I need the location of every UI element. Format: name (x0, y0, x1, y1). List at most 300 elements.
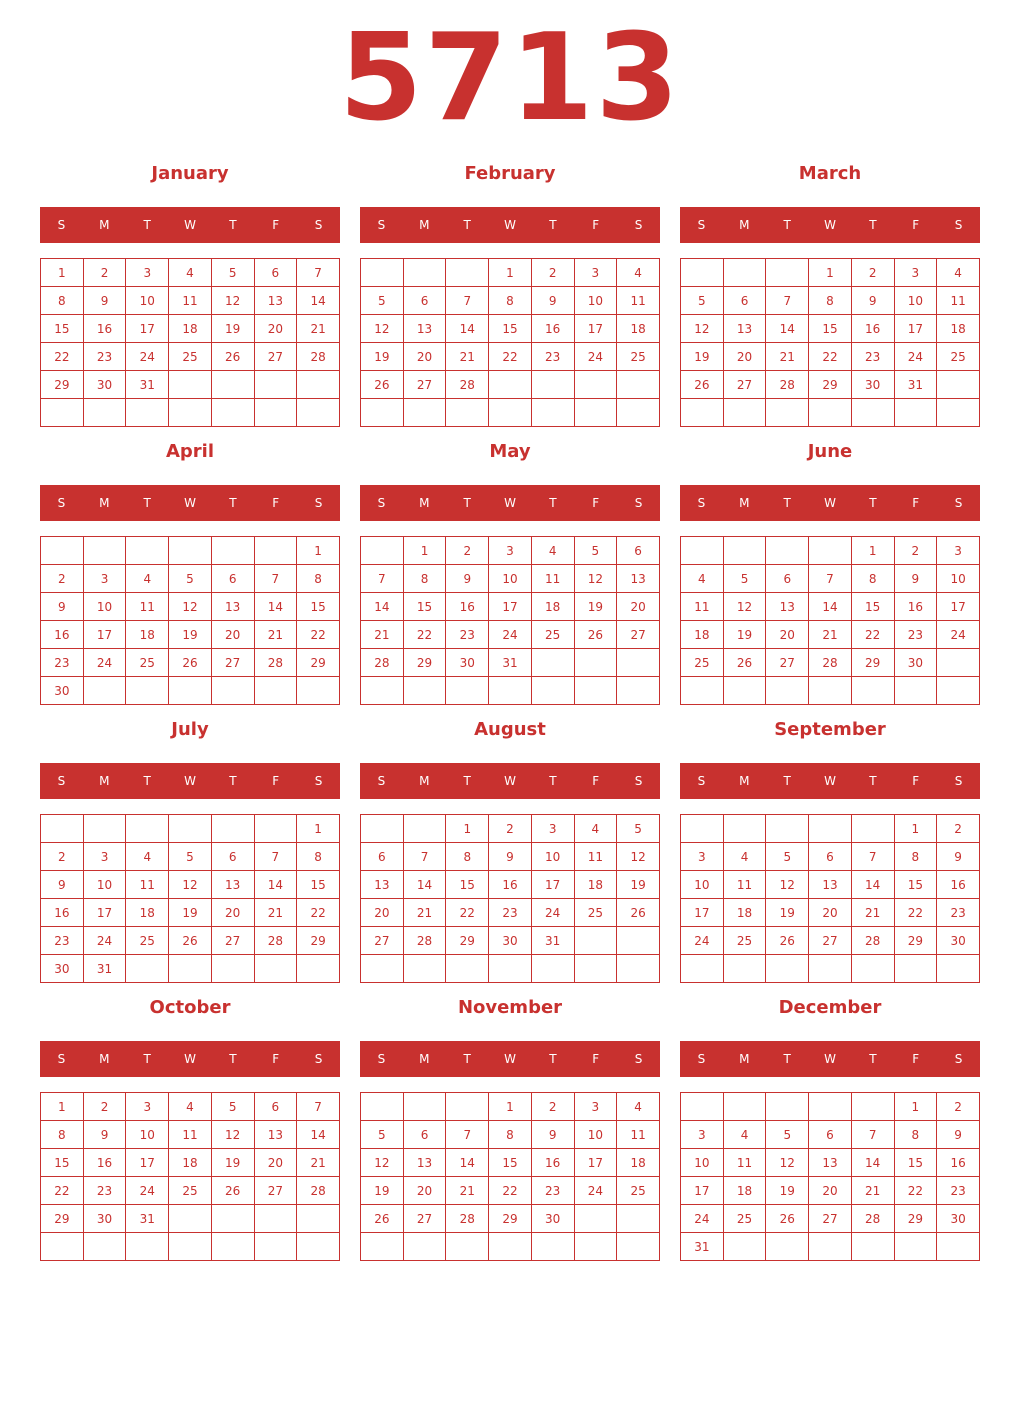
day-cell[interactable]: 30 (83, 1205, 126, 1233)
day-cell[interactable]: 30 (937, 1205, 980, 1233)
day-cell[interactable]: 15 (41, 315, 84, 343)
day-cell[interactable]: 4 (126, 843, 169, 871)
day-cell[interactable]: 8 (809, 287, 852, 315)
day-cell[interactable]: 8 (297, 565, 340, 593)
day-cell[interactable]: 13 (211, 871, 254, 899)
day-cell[interactable]: 15 (41, 1149, 84, 1177)
day-cell[interactable]: 30 (83, 371, 126, 399)
day-cell[interactable]: 19 (361, 343, 404, 371)
day-cell[interactable]: 16 (531, 1149, 574, 1177)
day-cell[interactable]: 5 (361, 287, 404, 315)
day-cell[interactable]: 9 (41, 871, 84, 899)
day-cell[interactable]: 6 (211, 843, 254, 871)
day-cell[interactable]: 3 (83, 565, 126, 593)
day-cell[interactable]: 1 (297, 537, 340, 565)
day-cell[interactable]: 15 (403, 593, 446, 621)
day-cell[interactable]: 7 (851, 1121, 894, 1149)
day-cell[interactable]: 18 (681, 621, 724, 649)
day-cell[interactable]: 24 (574, 1177, 617, 1205)
day-cell[interactable]: 17 (531, 871, 574, 899)
day-cell[interactable]: 6 (254, 1093, 297, 1121)
day-cell[interactable]: 9 (894, 565, 937, 593)
day-cell[interactable]: 4 (574, 815, 617, 843)
day-cell[interactable]: 2 (937, 1093, 980, 1121)
day-cell[interactable]: 15 (809, 315, 852, 343)
day-cell[interactable]: 11 (574, 843, 617, 871)
day-cell[interactable]: 20 (403, 343, 446, 371)
day-cell[interactable]: 2 (446, 537, 489, 565)
day-cell[interactable]: 4 (169, 259, 212, 287)
day-cell[interactable]: 12 (617, 843, 660, 871)
day-cell[interactable]: 16 (937, 1149, 980, 1177)
day-cell[interactable]: 6 (403, 1121, 446, 1149)
day-cell[interactable]: 14 (254, 593, 297, 621)
day-cell[interactable]: 3 (894, 259, 937, 287)
day-cell[interactable]: 31 (126, 1205, 169, 1233)
day-cell[interactable]: 8 (489, 287, 532, 315)
day-cell[interactable]: 29 (894, 1205, 937, 1233)
day-cell[interactable]: 4 (617, 1093, 660, 1121)
day-cell[interactable]: 6 (723, 287, 766, 315)
day-cell[interactable]: 9 (531, 1121, 574, 1149)
day-cell[interactable]: 8 (403, 565, 446, 593)
day-cell[interactable]: 16 (83, 315, 126, 343)
day-cell[interactable]: 7 (297, 1093, 340, 1121)
day-cell[interactable]: 3 (126, 259, 169, 287)
day-cell[interactable]: 18 (937, 315, 980, 343)
day-cell[interactable]: 24 (531, 899, 574, 927)
day-cell[interactable]: 15 (297, 593, 340, 621)
day-cell[interactable]: 24 (681, 1205, 724, 1233)
day-cell[interactable]: 12 (169, 871, 212, 899)
day-cell[interactable]: 9 (41, 593, 84, 621)
day-cell[interactable]: 22 (41, 1177, 84, 1205)
day-cell[interactable]: 18 (169, 315, 212, 343)
day-cell[interactable]: 23 (446, 621, 489, 649)
day-cell[interactable]: 5 (574, 537, 617, 565)
day-cell[interactable]: 6 (617, 537, 660, 565)
day-cell[interactable]: 22 (297, 899, 340, 927)
day-cell[interactable]: 29 (809, 371, 852, 399)
day-cell[interactable]: 19 (617, 871, 660, 899)
day-cell[interactable]: 16 (531, 315, 574, 343)
day-cell[interactable]: 25 (169, 1177, 212, 1205)
day-cell[interactable]: 2 (894, 537, 937, 565)
day-cell[interactable]: 3 (489, 537, 532, 565)
day-cell[interactable]: 5 (723, 565, 766, 593)
day-cell[interactable]: 11 (126, 871, 169, 899)
day-cell[interactable]: 2 (489, 815, 532, 843)
day-cell[interactable]: 8 (489, 1121, 532, 1149)
day-cell[interactable]: 6 (809, 843, 852, 871)
day-cell[interactable]: 15 (297, 871, 340, 899)
day-cell[interactable]: 31 (489, 649, 532, 677)
day-cell[interactable]: 8 (894, 843, 937, 871)
day-cell[interactable]: 15 (489, 1149, 532, 1177)
day-cell[interactable]: 25 (681, 649, 724, 677)
day-cell[interactable]: 11 (169, 1121, 212, 1149)
day-cell[interactable]: 11 (681, 593, 724, 621)
day-cell[interactable]: 23 (531, 343, 574, 371)
day-cell[interactable]: 31 (531, 927, 574, 955)
day-cell[interactable]: 16 (851, 315, 894, 343)
day-cell[interactable]: 6 (254, 259, 297, 287)
day-cell[interactable]: 23 (489, 899, 532, 927)
day-cell[interactable]: 12 (211, 287, 254, 315)
day-cell[interactable]: 26 (766, 1205, 809, 1233)
day-cell[interactable]: 18 (723, 899, 766, 927)
day-cell[interactable]: 10 (531, 843, 574, 871)
day-cell[interactable]: 15 (851, 593, 894, 621)
day-cell[interactable]: 6 (403, 287, 446, 315)
day-cell[interactable]: 26 (211, 1177, 254, 1205)
day-cell[interactable]: 18 (723, 1177, 766, 1205)
day-cell[interactable]: 1 (489, 259, 532, 287)
day-cell[interactable]: 28 (254, 927, 297, 955)
day-cell[interactable]: 18 (574, 871, 617, 899)
day-cell[interactable]: 11 (937, 287, 980, 315)
day-cell[interactable]: 5 (681, 287, 724, 315)
day-cell[interactable]: 14 (361, 593, 404, 621)
day-cell[interactable]: 5 (169, 565, 212, 593)
day-cell[interactable]: 20 (403, 1177, 446, 1205)
day-cell[interactable]: 30 (851, 371, 894, 399)
day-cell[interactable]: 27 (211, 649, 254, 677)
day-cell[interactable]: 24 (126, 1177, 169, 1205)
day-cell[interactable]: 7 (297, 259, 340, 287)
day-cell[interactable]: 24 (83, 927, 126, 955)
day-cell[interactable]: 23 (937, 1177, 980, 1205)
day-cell[interactable]: 16 (446, 593, 489, 621)
day-cell[interactable]: 13 (211, 593, 254, 621)
day-cell[interactable]: 22 (894, 899, 937, 927)
day-cell[interactable]: 27 (809, 1205, 852, 1233)
day-cell[interactable]: 26 (574, 621, 617, 649)
day-cell[interactable]: 26 (361, 1205, 404, 1233)
day-cell[interactable]: 28 (297, 343, 340, 371)
day-cell[interactable]: 23 (894, 621, 937, 649)
day-cell[interactable]: 11 (723, 871, 766, 899)
day-cell[interactable]: 5 (766, 1121, 809, 1149)
day-cell[interactable]: 17 (937, 593, 980, 621)
day-cell[interactable]: 1 (894, 1093, 937, 1121)
day-cell[interactable]: 21 (361, 621, 404, 649)
day-cell[interactable]: 13 (254, 1121, 297, 1149)
day-cell[interactable]: 1 (894, 815, 937, 843)
day-cell[interactable]: 10 (489, 565, 532, 593)
day-cell[interactable]: 10 (681, 871, 724, 899)
day-cell[interactable]: 12 (361, 315, 404, 343)
day-cell[interactable]: 15 (894, 871, 937, 899)
day-cell[interactable]: 27 (403, 1205, 446, 1233)
day-cell[interactable]: 9 (851, 287, 894, 315)
day-cell[interactable]: 30 (489, 927, 532, 955)
day-cell[interactable]: 3 (574, 1093, 617, 1121)
day-cell[interactable]: 8 (851, 565, 894, 593)
day-cell[interactable]: 12 (211, 1121, 254, 1149)
day-cell[interactable]: 31 (126, 371, 169, 399)
day-cell[interactable]: 5 (361, 1121, 404, 1149)
day-cell[interactable]: 11 (617, 1121, 660, 1149)
day-cell[interactable]: 1 (403, 537, 446, 565)
day-cell[interactable]: 16 (489, 871, 532, 899)
day-cell[interactable]: 29 (894, 927, 937, 955)
day-cell[interactable]: 21 (809, 621, 852, 649)
day-cell[interactable]: 17 (894, 315, 937, 343)
day-cell[interactable]: 13 (809, 1149, 852, 1177)
day-cell[interactable]: 17 (681, 1177, 724, 1205)
day-cell[interactable]: 1 (41, 259, 84, 287)
day-cell[interactable]: 11 (169, 287, 212, 315)
day-cell[interactable]: 28 (851, 1205, 894, 1233)
day-cell[interactable]: 18 (169, 1149, 212, 1177)
day-cell[interactable]: 17 (681, 899, 724, 927)
day-cell[interactable]: 19 (169, 621, 212, 649)
day-cell[interactable]: 27 (403, 371, 446, 399)
day-cell[interactable]: 8 (41, 287, 84, 315)
day-cell[interactable]: 23 (83, 1177, 126, 1205)
day-cell[interactable]: 3 (83, 843, 126, 871)
day-cell[interactable]: 21 (446, 1177, 489, 1205)
day-cell[interactable]: 18 (531, 593, 574, 621)
day-cell[interactable]: 14 (297, 287, 340, 315)
day-cell[interactable]: 29 (851, 649, 894, 677)
day-cell[interactable]: 29 (446, 927, 489, 955)
day-cell[interactable]: 13 (254, 287, 297, 315)
day-cell[interactable]: 20 (361, 899, 404, 927)
day-cell[interactable]: 10 (574, 287, 617, 315)
day-cell[interactable]: 29 (489, 1205, 532, 1233)
day-cell[interactable]: 25 (937, 343, 980, 371)
day-cell[interactable]: 25 (126, 927, 169, 955)
day-cell[interactable]: 7 (766, 287, 809, 315)
day-cell[interactable]: 9 (446, 565, 489, 593)
day-cell[interactable]: 7 (254, 843, 297, 871)
day-cell[interactable]: 2 (851, 259, 894, 287)
day-cell[interactable]: 11 (617, 287, 660, 315)
day-cell[interactable]: 21 (254, 899, 297, 927)
day-cell[interactable]: 30 (531, 1205, 574, 1233)
day-cell[interactable]: 19 (211, 1149, 254, 1177)
day-cell[interactable]: 19 (169, 899, 212, 927)
day-cell[interactable]: 25 (169, 343, 212, 371)
day-cell[interactable]: 14 (766, 315, 809, 343)
day-cell[interactable]: 22 (894, 1177, 937, 1205)
day-cell[interactable]: 14 (297, 1121, 340, 1149)
day-cell[interactable]: 26 (617, 899, 660, 927)
day-cell[interactable]: 25 (723, 1205, 766, 1233)
day-cell[interactable]: 17 (126, 1149, 169, 1177)
day-cell[interactable]: 30 (446, 649, 489, 677)
day-cell[interactable]: 28 (403, 927, 446, 955)
day-cell[interactable]: 21 (851, 1177, 894, 1205)
day-cell[interactable]: 1 (851, 537, 894, 565)
day-cell[interactable]: 22 (851, 621, 894, 649)
day-cell[interactable]: 22 (489, 343, 532, 371)
day-cell[interactable]: 17 (574, 315, 617, 343)
day-cell[interactable]: 29 (297, 927, 340, 955)
day-cell[interactable]: 28 (297, 1177, 340, 1205)
day-cell[interactable]: 10 (126, 1121, 169, 1149)
day-cell[interactable]: 21 (851, 899, 894, 927)
day-cell[interactable]: 13 (617, 565, 660, 593)
day-cell[interactable]: 16 (83, 1149, 126, 1177)
day-cell[interactable]: 31 (83, 955, 126, 983)
day-cell[interactable]: 2 (41, 565, 84, 593)
day-cell[interactable]: 26 (169, 927, 212, 955)
day-cell[interactable]: 6 (361, 843, 404, 871)
day-cell[interactable]: 25 (723, 927, 766, 955)
day-cell[interactable]: 19 (723, 621, 766, 649)
day-cell[interactable]: 25 (531, 621, 574, 649)
day-cell[interactable]: 24 (681, 927, 724, 955)
day-cell[interactable]: 6 (211, 565, 254, 593)
day-cell[interactable]: 23 (937, 899, 980, 927)
day-cell[interactable]: 26 (723, 649, 766, 677)
day-cell[interactable]: 27 (617, 621, 660, 649)
day-cell[interactable]: 7 (446, 1121, 489, 1149)
day-cell[interactable]: 24 (489, 621, 532, 649)
day-cell[interactable]: 6 (809, 1121, 852, 1149)
day-cell[interactable]: 24 (83, 649, 126, 677)
day-cell[interactable]: 28 (851, 927, 894, 955)
day-cell[interactable]: 16 (41, 621, 84, 649)
day-cell[interactable]: 17 (489, 593, 532, 621)
day-cell[interactable]: 30 (41, 955, 84, 983)
day-cell[interactable]: 14 (851, 871, 894, 899)
day-cell[interactable]: 29 (403, 649, 446, 677)
day-cell[interactable]: 21 (403, 899, 446, 927)
day-cell[interactable]: 20 (211, 621, 254, 649)
day-cell[interactable]: 2 (41, 843, 84, 871)
day-cell[interactable]: 11 (126, 593, 169, 621)
day-cell[interactable]: 19 (574, 593, 617, 621)
day-cell[interactable]: 27 (766, 649, 809, 677)
day-cell[interactable]: 4 (681, 565, 724, 593)
day-cell[interactable]: 24 (126, 343, 169, 371)
day-cell[interactable]: 1 (41, 1093, 84, 1121)
day-cell[interactable]: 28 (446, 1205, 489, 1233)
day-cell[interactable]: 21 (297, 315, 340, 343)
day-cell[interactable]: 12 (681, 315, 724, 343)
day-cell[interactable]: 17 (83, 621, 126, 649)
day-cell[interactable]: 12 (574, 565, 617, 593)
day-cell[interactable]: 3 (681, 843, 724, 871)
day-cell[interactable]: 11 (531, 565, 574, 593)
day-cell[interactable]: 28 (361, 649, 404, 677)
day-cell[interactable]: 10 (937, 565, 980, 593)
day-cell[interactable]: 10 (126, 287, 169, 315)
day-cell[interactable]: 10 (83, 593, 126, 621)
day-cell[interactable]: 4 (723, 1121, 766, 1149)
day-cell[interactable]: 5 (169, 843, 212, 871)
day-cell[interactable]: 10 (83, 871, 126, 899)
day-cell[interactable]: 20 (617, 593, 660, 621)
day-cell[interactable]: 3 (937, 537, 980, 565)
day-cell[interactable]: 7 (361, 565, 404, 593)
day-cell[interactable]: 29 (297, 649, 340, 677)
day-cell[interactable]: 14 (851, 1149, 894, 1177)
day-cell[interactable]: 10 (894, 287, 937, 315)
day-cell[interactable]: 2 (531, 259, 574, 287)
day-cell[interactable]: 3 (531, 815, 574, 843)
day-cell[interactable]: 8 (41, 1121, 84, 1149)
day-cell[interactable]: 20 (809, 899, 852, 927)
day-cell[interactable]: 17 (83, 899, 126, 927)
day-cell[interactable]: 22 (403, 621, 446, 649)
day-cell[interactable]: 26 (361, 371, 404, 399)
day-cell[interactable]: 28 (254, 649, 297, 677)
day-cell[interactable]: 27 (723, 371, 766, 399)
day-cell[interactable]: 5 (617, 815, 660, 843)
day-cell[interactable]: 7 (254, 565, 297, 593)
day-cell[interactable]: 5 (211, 259, 254, 287)
day-cell[interactable]: 9 (489, 843, 532, 871)
day-cell[interactable]: 8 (297, 843, 340, 871)
day-cell[interactable]: 8 (446, 843, 489, 871)
day-cell[interactable]: 27 (254, 1177, 297, 1205)
day-cell[interactable]: 15 (489, 315, 532, 343)
day-cell[interactable]: 7 (446, 287, 489, 315)
day-cell[interactable]: 28 (809, 649, 852, 677)
day-cell[interactable]: 12 (766, 871, 809, 899)
day-cell[interactable]: 25 (126, 649, 169, 677)
day-cell[interactable]: 13 (809, 871, 852, 899)
day-cell[interactable]: 19 (766, 1177, 809, 1205)
day-cell[interactable]: 1 (297, 815, 340, 843)
day-cell[interactable]: 6 (766, 565, 809, 593)
day-cell[interactable]: 24 (574, 343, 617, 371)
day-cell[interactable]: 23 (41, 927, 84, 955)
day-cell[interactable]: 25 (617, 1177, 660, 1205)
day-cell[interactable]: 21 (297, 1149, 340, 1177)
day-cell[interactable]: 24 (894, 343, 937, 371)
day-cell[interactable]: 9 (83, 287, 126, 315)
day-cell[interactable]: 12 (361, 1149, 404, 1177)
day-cell[interactable]: 10 (574, 1121, 617, 1149)
day-cell[interactable]: 20 (766, 621, 809, 649)
day-cell[interactable]: 1 (446, 815, 489, 843)
day-cell[interactable]: 26 (766, 927, 809, 955)
day-cell[interactable]: 30 (41, 677, 84, 705)
day-cell[interactable]: 7 (403, 843, 446, 871)
day-cell[interactable]: 2 (83, 1093, 126, 1121)
day-cell[interactable]: 14 (254, 871, 297, 899)
day-cell[interactable]: 12 (723, 593, 766, 621)
day-cell[interactable]: 12 (766, 1149, 809, 1177)
day-cell[interactable]: 5 (211, 1093, 254, 1121)
day-cell[interactable]: 13 (766, 593, 809, 621)
day-cell[interactable]: 24 (937, 621, 980, 649)
day-cell[interactable]: 3 (681, 1121, 724, 1149)
day-cell[interactable]: 26 (681, 371, 724, 399)
day-cell[interactable]: 13 (361, 871, 404, 899)
day-cell[interactable]: 7 (851, 843, 894, 871)
day-cell[interactable]: 22 (41, 343, 84, 371)
day-cell[interactable]: 29 (41, 1205, 84, 1233)
day-cell[interactable]: 16 (41, 899, 84, 927)
day-cell[interactable]: 26 (169, 649, 212, 677)
day-cell[interactable]: 18 (126, 621, 169, 649)
day-cell[interactable]: 22 (446, 899, 489, 927)
day-cell[interactable]: 17 (126, 315, 169, 343)
day-cell[interactable]: 31 (681, 1233, 724, 1261)
day-cell[interactable]: 14 (446, 315, 489, 343)
day-cell[interactable]: 14 (446, 1149, 489, 1177)
day-cell[interactable]: 20 (809, 1177, 852, 1205)
day-cell[interactable]: 21 (446, 343, 489, 371)
day-cell[interactable]: 5 (766, 843, 809, 871)
